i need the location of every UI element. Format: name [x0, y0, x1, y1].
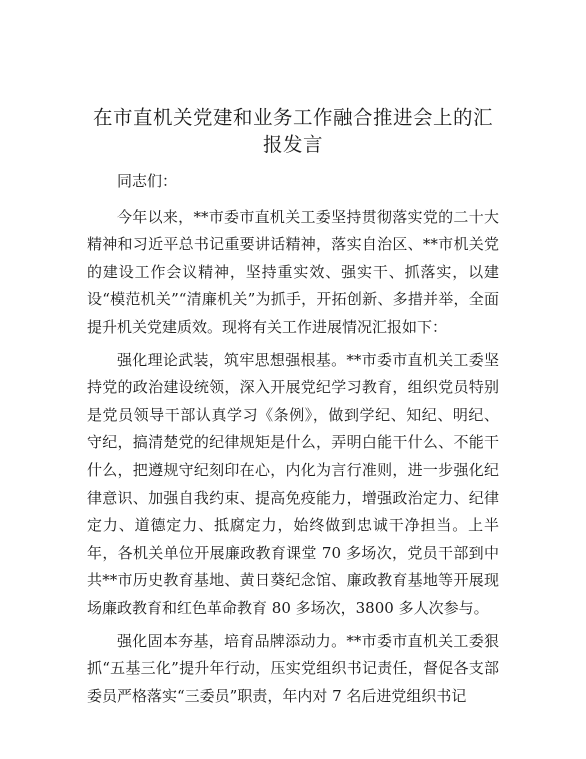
document-body [87, 168, 499, 715]
paragraph-foundation: 强化固本夯基，培育品牌添动力。**市委市直机关工委狠抓“五基三化”提升年行动，压实党组织书记责任，督促各支部委员严格落实“三委员”职责，年内对 7 名后进党组织书记 [87, 631, 499, 705]
salutation: 同志们： [117, 172, 178, 190]
document-title: 在市直机关党建和业务工作融合推进会上的汇报发言 [92, 106, 493, 156]
paragraph-theory: 强化理论武装，筑牢思想强根基。**市委市直机关工委坚持党的政治建设统领，深入开展党纪学习教育，组织党员特别是党员领导干部认真学习《条例》，做到学纪、知纪、明纪、守纪，搞清楚党的纪律规矩是什么，弄明白能干什么、不能干什么，把遵规守纪刻印在心，内化为言行准则，进一步强化纪律意识、加强自我约束、提高免疫能力，增强政治定力、纪律定力、道德定力、抵腐定力，始终做到忠诚干净担当。上半年，各机关单位开展廉政教育课堂 70 多场次，党员干部到中共**市历史教育基地、黄日葵纪念馆、廉政教育基地等开展现场廉政教育和红色革命教育 80 多场次，3800 多人次参与。 [87, 350, 499, 617]
paragraph-intro: 今年以来，**市委市直机关工委坚持贯彻落实党的二十大精神和习近平总书记重要讲话精神，落实自治区、**市机关党的建设工作会议精神，坚持重实效、强实干、抓落实，以建设“模范机关”“清廉机关”为抓手，开拓创新、多措并举，全面提升机关党建质效。现将有关工作进展情况汇报如下： [87, 207, 499, 336]
